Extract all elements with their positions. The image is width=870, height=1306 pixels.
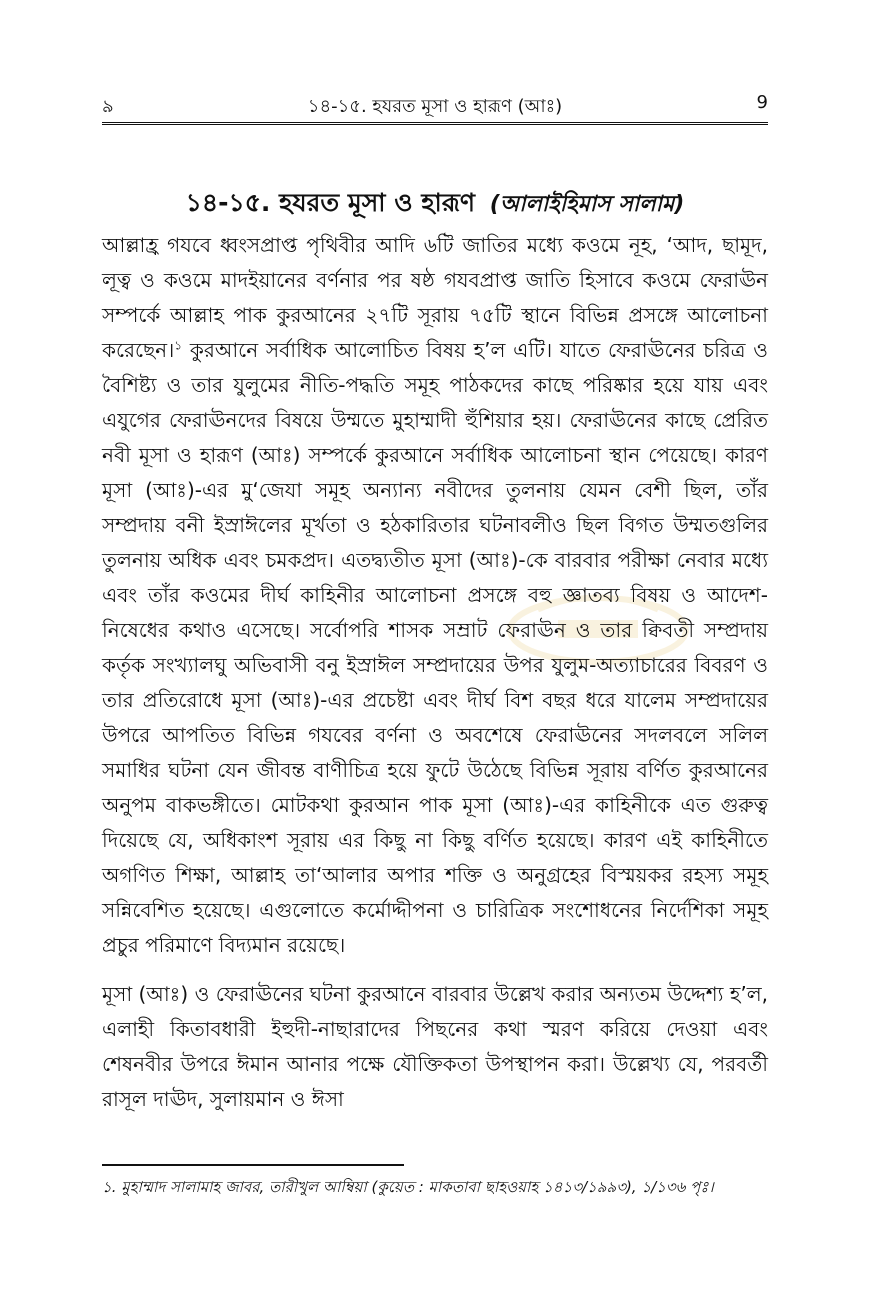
chapter-title-main: ১৪-১৫. হযরত মূসা ও হারূণ xyxy=(185,188,476,217)
running-title: ১৪-১৫. হযরত মূসা ও হারূণ (আঃ) xyxy=(307,96,563,117)
body-text xyxy=(102,228,768,1117)
running-header xyxy=(102,92,768,118)
chapter-title xyxy=(102,183,768,226)
header-rule xyxy=(102,122,768,125)
page-number-left: ৯ xyxy=(102,96,114,117)
footnote-rule xyxy=(102,1164,404,1166)
paragraph-2: মূসা (আঃ) ও ফেরাঊনের ঘটনা কুরআনে বারবার উল্লেখ করার অন্যতম উদ্দেশ্য হ’ল, এলাহী কিতাবধারী ইহুদী-নাছারাদের পিছনের কথা স্মরণ করিয়ে দেওয়া এবং শেষনবীর উপরে ঈমান আনার পক্ষে যৌক্তিকতা উপস্থাপন করা। উল্লেখ্য যে, পরবর্তী রাসূল দাঊদ, সুলায়মান ও ঈসা xyxy=(102,982,768,1111)
footnote: ১. মুহাম্মাদ সালামাহ জাবর, তারীখুল আম্বিয়া (কুয়েত : মাকতাবা ছাহওয়াহ ১৪১৩/১৯৯৩), ১/১৩৬ পৃঃ। xyxy=(102,1178,714,1196)
footnote-reference: ১ xyxy=(174,338,183,353)
paragraph-1-part-a: আল্লাহ্র গযবে ধ্বংসপ্রাপ্ত পৃথিবীর আদি ৬টি জাতির মধ্যে কওমে নূহ, ‘আদ, ছামূদ, লূত্ব ও কওমে মাদইয়ানের বর্ণনার পর ষষ্ঠ গযবপ্রাপ্ত জাতি হিসাবে কওমে ফেরাঊন সম্পর্কে আল্লাহ পাক কুরআনের ২৭টি সূরায় ৭৫টি স্থানে বিভিন্ন প্রসঙ্গে আলোচনা করেছেন। xyxy=(102,233,768,362)
page-number-right: 9 xyxy=(756,92,768,113)
chapter-title-sub: (আলাইহিমাস সালাম) xyxy=(489,192,685,217)
paragraph-1 xyxy=(102,228,768,963)
paragraph-1-part-b: কুরআনে সর্বাধিক আলোচিত বিষয় হ’ল এটি। যাতে ফেরাঊনের চরিত্র ও বৈশিষ্ট্য ও তার যুলুমের নীতি-পদ্ধতি সমূহ পাঠকদের কাছে পরিষ্কার হয়ে যায় এবং এযুগের ফেরাঊনদের বিষয়ে উম্মতে মুহাম্মাদী হুঁশিয়ার হয়। ফেরাঊনের কাছে প্রেরিত নবী মূসা ও হারূণ (আঃ) সম্পর্কে কুরআনে সর্বাধিক আলোচনা স্থান পেয়েছে। কারণ মূসা (আঃ)-এর মু‘জেযা সমূহ অন্যান্য নবীদের তুলনায় যেমন বেশী ছিল, তাঁর সম্প্রদায় বনী ইস্রাঈলের মূর্খতা ও হঠকারিতার ঘটনাবলীও ছিল বিগত উম্মতগুলির তুলনায় অধিক এবং চমকপ্রদ। এতদ্ব্যতীত মূসা (আঃ)-কে বারবার পরীক্ষা নেবার মধ্যে এবং তাঁর কওমের দীর্ঘ কাহিনীর আলোচনা প্রসঙ্গে বহু জ্ঞাতব্য বিষয় ও আদেশ-নিষেধের কথাও এসেছে। সর্বোপরি শাসক সম্রাট ফেরাঊন ও তার ক্বিবতী সম্প্রদায় কর্তৃক সংখ্যালঘু অভিবাসী বনু ইস্রাঈল সম্প্রদায়ের উপর যুলুম-অত্যাচারের বিবরণ ও তার প্রতিরোধে মূসা (আঃ)-এর প্রচেষ্টা এবং দীর্ঘ বিশ বছর ধরে যালেম সম্প্রদায়ের উপরে আপতিত বিভিন্ন গযবের বর্ণনা ও অবশেষে ফেরাঊনের সদলবলে সলিল সমাধির ঘটনা যেন জীবন্ত বাণীচিত্র হয়ে ফুটে উঠেছে বিভিন্ন সূরায় বর্ণিত কুরআনের অনুপম বাকভঙ্গীতে। মোটকথা কুরআন পাক মূসা (আঃ)-এর কাহিনীকে এত গুরুত্ব দিয়েছে যে, অধিকাংশ সূরায় এর কিছু না কিছু বর্ণিত হয়েছে। কারণ এই কাহিনীতে অগণিত শিক্ষা, আল্লাহ তা‘আলার অপার শক্তি ও অনুগ্রহের বিস্ময়কর রহস্য সমূহ সন্নিবেশিত হয়েছে। এগুলোতে কর্মোদ্দীপনা ও চারিত্রিক সংশোধনের নির্দেশিকা সমূহ প্রচুর পরিমাণে বিদ্যমান রয়েছে। xyxy=(102,338,768,957)
